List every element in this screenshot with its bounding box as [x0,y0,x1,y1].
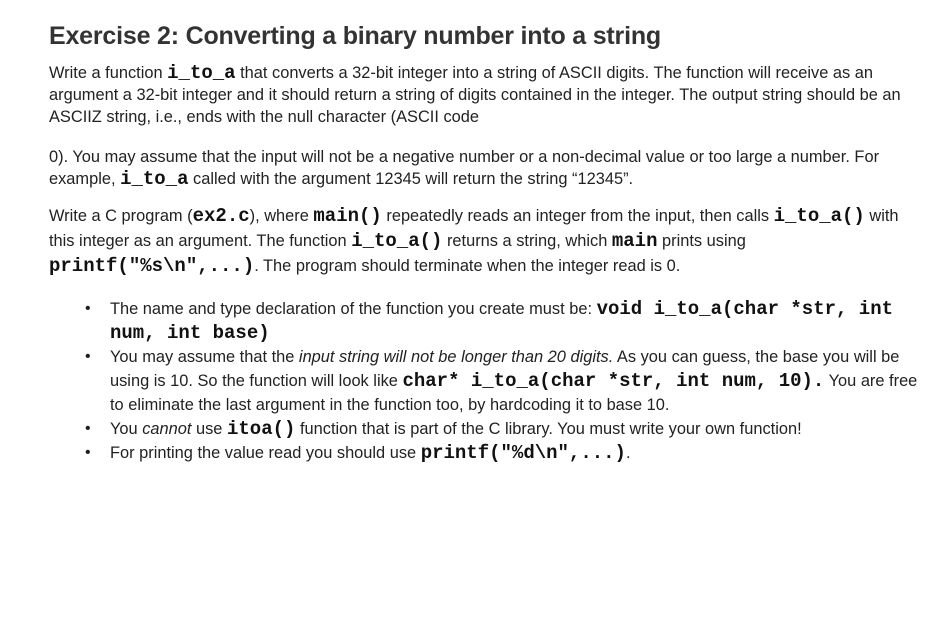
bullet-marker: • [85,300,91,317]
text: with this integer as an argument. The function [49,207,899,250]
text: Write a C program ( [49,207,193,225]
paragraph-intro-continued [49,146,919,190]
text: use [191,420,227,438]
text: ), where [249,207,314,225]
code-main: main() [313,205,382,227]
bullet-marker: • [85,420,91,437]
code-function-call: i_to_a() [351,230,443,252]
list-item [49,441,919,465]
list-item [49,297,919,345]
code-main: main [611,230,658,252]
text: called with the argument 12345 will return the string “12345”. [188,170,634,188]
text: You may assume that the [110,348,299,366]
code-example: char* i_to_a(char *str, int num, 10). [402,370,825,392]
requirements-list [49,297,919,465]
code-function-name: i_to_a [120,168,189,190]
bullet-marker: • [85,444,91,461]
text: You [110,420,143,438]
code-filename: ex2.c [192,205,250,227]
text: The name and type declaration of the function you create must be: [110,300,597,318]
code-itoa: itoa() [226,418,296,440]
code-function-call: i_to_a() [773,205,865,227]
text: function that is part of the C library. You must write your own function! [295,420,802,438]
list-item [49,345,919,417]
text: that converts a 32-bit integer into a string of ASCII digits. The function will receive as an argument a 32-bit integer and it should return a string of digits contained in the integer. The output string should be an ASCIIZ string, i.e., ends with the null character (ASCII code [49,64,901,126]
emphasis: input string will not be longer than 20 digits. [298,348,614,366]
text: As you can guess, the base you will be using is 10. So the function will look like [110,348,900,390]
text: returns a string, which [442,232,612,250]
text: Write a function [49,64,168,82]
emphasis: cannot [142,420,192,438]
bullet-marker: • [85,348,91,365]
text: . [625,444,631,462]
code-declaration: void i_to_a(char *str, int num, int base) [110,298,894,344]
document [49,18,919,465]
list-item [49,417,919,441]
paragraph-intro [49,62,919,128]
text: You are free to eliminate the last argument in the function too, by hardcoding it to base 10. [110,372,918,414]
text: repeatedly reads an integer from the input, then calls [381,207,774,225]
text: . The program should terminate when the integer read is 0. [254,257,681,275]
text: 0). You may assume that the input will not be a negative number or a non-decimal value or too large a number. For example, [49,148,880,188]
code-printf: printf("%s\n",...) [49,255,255,277]
code-printf: printf("%d\n",...) [420,442,626,464]
code-function-name: i_to_a [167,62,236,84]
text: For printing the value read you should use [110,444,421,462]
text: prints using [657,232,746,250]
exercise-title: Exercise 2: Converting a binary number into a string [49,22,661,50]
paragraph-program [49,204,919,279]
